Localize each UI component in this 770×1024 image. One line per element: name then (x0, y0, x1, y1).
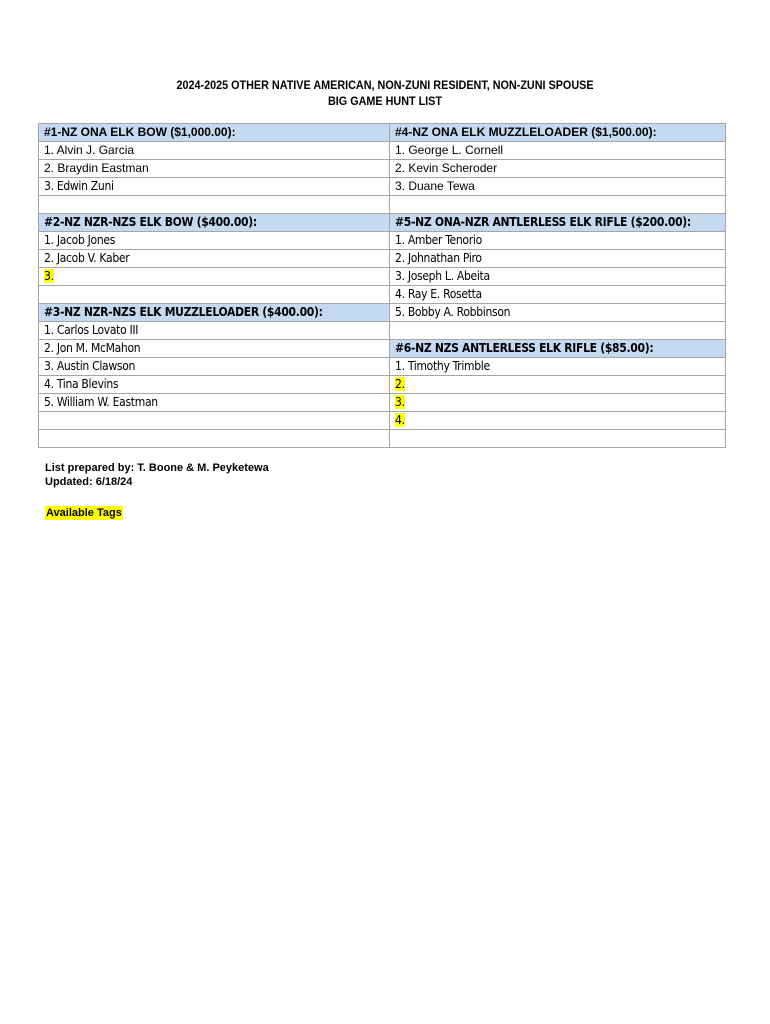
hunt-entry-cell (39, 394, 390, 412)
cell-text: #6-NZ NZS ANTLERLESS ELK RIFLE ($85.00): (395, 341, 654, 355)
cell-text: #3-NZ NZR-NZS ELK MUZZLELOADER ($400.00): (44, 305, 323, 319)
updated-date: Updated: 6/18/24 (45, 476, 133, 488)
cell-text: 1. Alvin J. Garcia (44, 143, 135, 157)
cell-text: 2. Braydin Eastman (44, 161, 149, 175)
title-line-1: 2024-2025 OTHER NATIVE AMERICAN, NON-ZUNI RESIDENT, NON-ZUNI SPOUSE (176, 78, 594, 92)
hunt-entry-cell (39, 412, 390, 430)
cell-text: #2-NZ NZR-NZS ELK BOW ($400.00): (44, 215, 257, 229)
table-row (39, 412, 726, 430)
available-tag-marker: 4. (395, 413, 405, 427)
hunt-entry-cell (39, 232, 390, 250)
hunt-entry-cell (390, 412, 726, 430)
hunt-entry-cell (390, 142, 726, 160)
hunt-entry-cell (39, 286, 390, 304)
prepared-by: List prepared by: T. Boone & M. Peyketewa (45, 462, 269, 474)
table-row (39, 124, 726, 142)
hunt-header-cell (390, 214, 726, 232)
table-row (39, 250, 726, 268)
table-row (39, 358, 726, 376)
hunt-entry-cell (390, 232, 726, 250)
hunt-entry-cell (39, 268, 390, 286)
cell-text: 1. George L. Cornell (395, 143, 504, 157)
cell-text: 5. William W. Eastman (44, 395, 158, 409)
hunt-header-cell (39, 304, 390, 322)
hunt-list-table (38, 123, 726, 448)
table-row (39, 286, 726, 304)
hunt-entry-cell (39, 250, 390, 268)
cell-text: 1. Amber Tenorio (395, 233, 482, 247)
table-row (39, 340, 726, 358)
table-row (39, 394, 726, 412)
hunt-entry-cell (390, 286, 726, 304)
cell-text: 1. Carlos Lovato III (44, 323, 139, 337)
table-row (39, 322, 726, 340)
cell-text: 2. Jon M. McMahon (44, 341, 141, 355)
hunt-header-cell (39, 214, 390, 232)
hunt-entry-cell (390, 196, 726, 214)
cell-text: 4. Tina Blevins (44, 377, 119, 391)
cell-text: 3. Edwin Zuni (44, 179, 114, 193)
hunt-entry-cell (390, 160, 726, 178)
table-row (39, 214, 726, 232)
hunt-header-cell (390, 340, 726, 358)
table-row (39, 142, 726, 160)
table-row (39, 304, 726, 322)
available-tag-marker: 3. (44, 269, 54, 283)
cell-text: 1. Jacob Jones (44, 233, 116, 247)
table-row (39, 430, 726, 448)
cell-text: 3. Joseph L. Abeita (395, 269, 490, 283)
hunt-entry-cell (390, 394, 726, 412)
hunt-entry-cell (390, 322, 726, 340)
hunt-entry-cell (39, 358, 390, 376)
document-title (39, 77, 732, 109)
hunt-entry-cell (39, 178, 390, 196)
title-line-2: BIG GAME HUNT LIST (327, 94, 442, 108)
cell-text: #5-NZ ONA-NZR ANTLERLESS ELK RIFLE ($200.00): (395, 215, 691, 229)
cell-text: 5. Bobby A. Robbinson (395, 305, 511, 319)
hunt-entry-cell (39, 340, 390, 358)
hunt-entry-cell (39, 376, 390, 394)
hunt-entry-cell (390, 250, 726, 268)
hunt-entry-cell (390, 178, 726, 196)
hunt-entry-cell (39, 196, 390, 214)
available-tags-legend: Available Tags (46, 507, 122, 519)
available-tag-marker: 3. (395, 395, 405, 409)
table-row (39, 178, 726, 196)
footer-info (45, 461, 269, 489)
hunt-header-cell (39, 124, 390, 142)
hunt-entry-cell (390, 268, 726, 286)
cell-text: 2. Johnathan Piro (395, 251, 482, 265)
hunt-entry-cell (390, 430, 726, 448)
cell-text: 2. Jacob V. Kaber (44, 251, 130, 265)
hunt-entry-cell (39, 142, 390, 160)
hunt-entry-cell (390, 304, 726, 322)
hunt-entry-cell (390, 358, 726, 376)
hunt-header-cell (390, 124, 726, 142)
cell-text: #4-NZ ONA ELK MUZZLELOADER ($1,500.00): (395, 125, 657, 139)
table-row (39, 160, 726, 178)
table-row (39, 196, 726, 214)
cell-text: #1-NZ ONA ELK BOW ($1,000.00): (44, 125, 236, 139)
table-row (39, 268, 726, 286)
cell-text: 1. Timothy Trimble (395, 359, 490, 373)
cell-text: 2. Kevin Scheroder (395, 161, 498, 175)
hunt-entry-cell (39, 430, 390, 448)
cell-text: 3. Duane Tewa (395, 179, 475, 193)
table-row (39, 232, 726, 250)
hunt-entry-cell (39, 160, 390, 178)
hunt-entry-cell (390, 376, 726, 394)
hunt-entry-cell (39, 322, 390, 340)
cell-text: 4. Ray E. Rosetta (395, 287, 482, 301)
table-row (39, 376, 726, 394)
available-tag-marker: 2. (395, 377, 405, 391)
cell-text: 3. Austin Clawson (44, 359, 136, 373)
